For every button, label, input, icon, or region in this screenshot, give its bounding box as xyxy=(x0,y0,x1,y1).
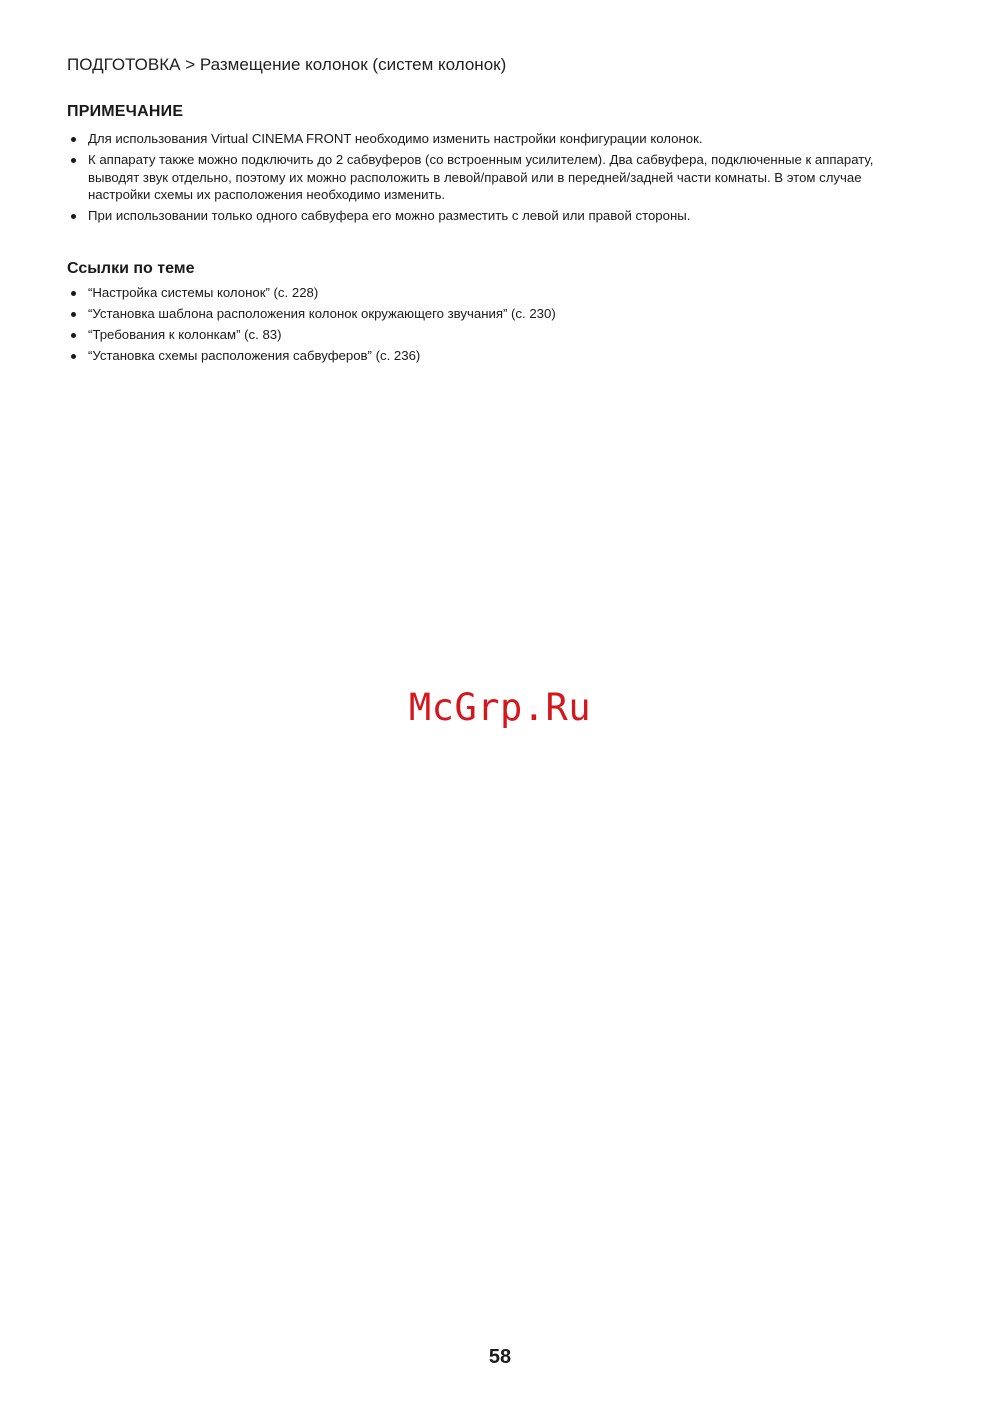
list-item xyxy=(67,207,937,225)
bullet-icon xyxy=(71,312,76,317)
watermark: McGrp.Ru xyxy=(408,686,592,729)
bullet-icon xyxy=(71,333,76,338)
list-item xyxy=(67,326,937,344)
bullet-icon xyxy=(71,354,76,359)
note-item-text: Для использования Virtual CINEMA FRONT необходимо изменить настройки конфигурации колонок. xyxy=(88,131,703,146)
note-item-text: К аппарату также можно подключить до 2 сабвуферов (со встроенным усилителем). Два сабвуфера, подключенные к аппарату, выводят звук отдельно, поэтому их можно расположить в левой/правой или в передней/задней части комнаты. В этом случае настройки схемы их расположения необходимо изменить. xyxy=(88,152,874,202)
bullet-icon xyxy=(71,158,76,163)
note-heading: ПРИМЕЧАНИЕ xyxy=(67,103,184,120)
bullet-icon xyxy=(71,137,76,142)
related-link[interactable]: “Настройка системы колонок” (с. 228) xyxy=(88,285,319,300)
list-item xyxy=(67,130,937,148)
list-item xyxy=(67,305,937,323)
note-item-text: При использовании только одного сабвуфера его можно разместить с левой или правой стороны. xyxy=(88,208,691,223)
page-number: 58 xyxy=(488,1346,512,1368)
note-list xyxy=(67,130,937,228)
related-link[interactable]: “Установка шаблона расположения колонок окружающего звучания” (с. 230) xyxy=(88,306,556,321)
breadcrumb: ПОДГОТОВКА > Размещение колонок (систем колонок) xyxy=(67,55,507,74)
related-links-list xyxy=(67,284,937,368)
related-link[interactable]: “Требования к колонкам” (с. 83) xyxy=(88,327,282,342)
list-item xyxy=(67,151,937,204)
list-item xyxy=(67,284,937,302)
bullet-icon xyxy=(71,291,76,296)
related-link[interactable]: “Установка схемы расположения сабвуферов” (с. 236) xyxy=(88,348,421,363)
bullet-icon xyxy=(71,214,76,219)
related-links-heading: Ссылки по теме xyxy=(67,260,195,277)
list-item xyxy=(67,347,937,365)
